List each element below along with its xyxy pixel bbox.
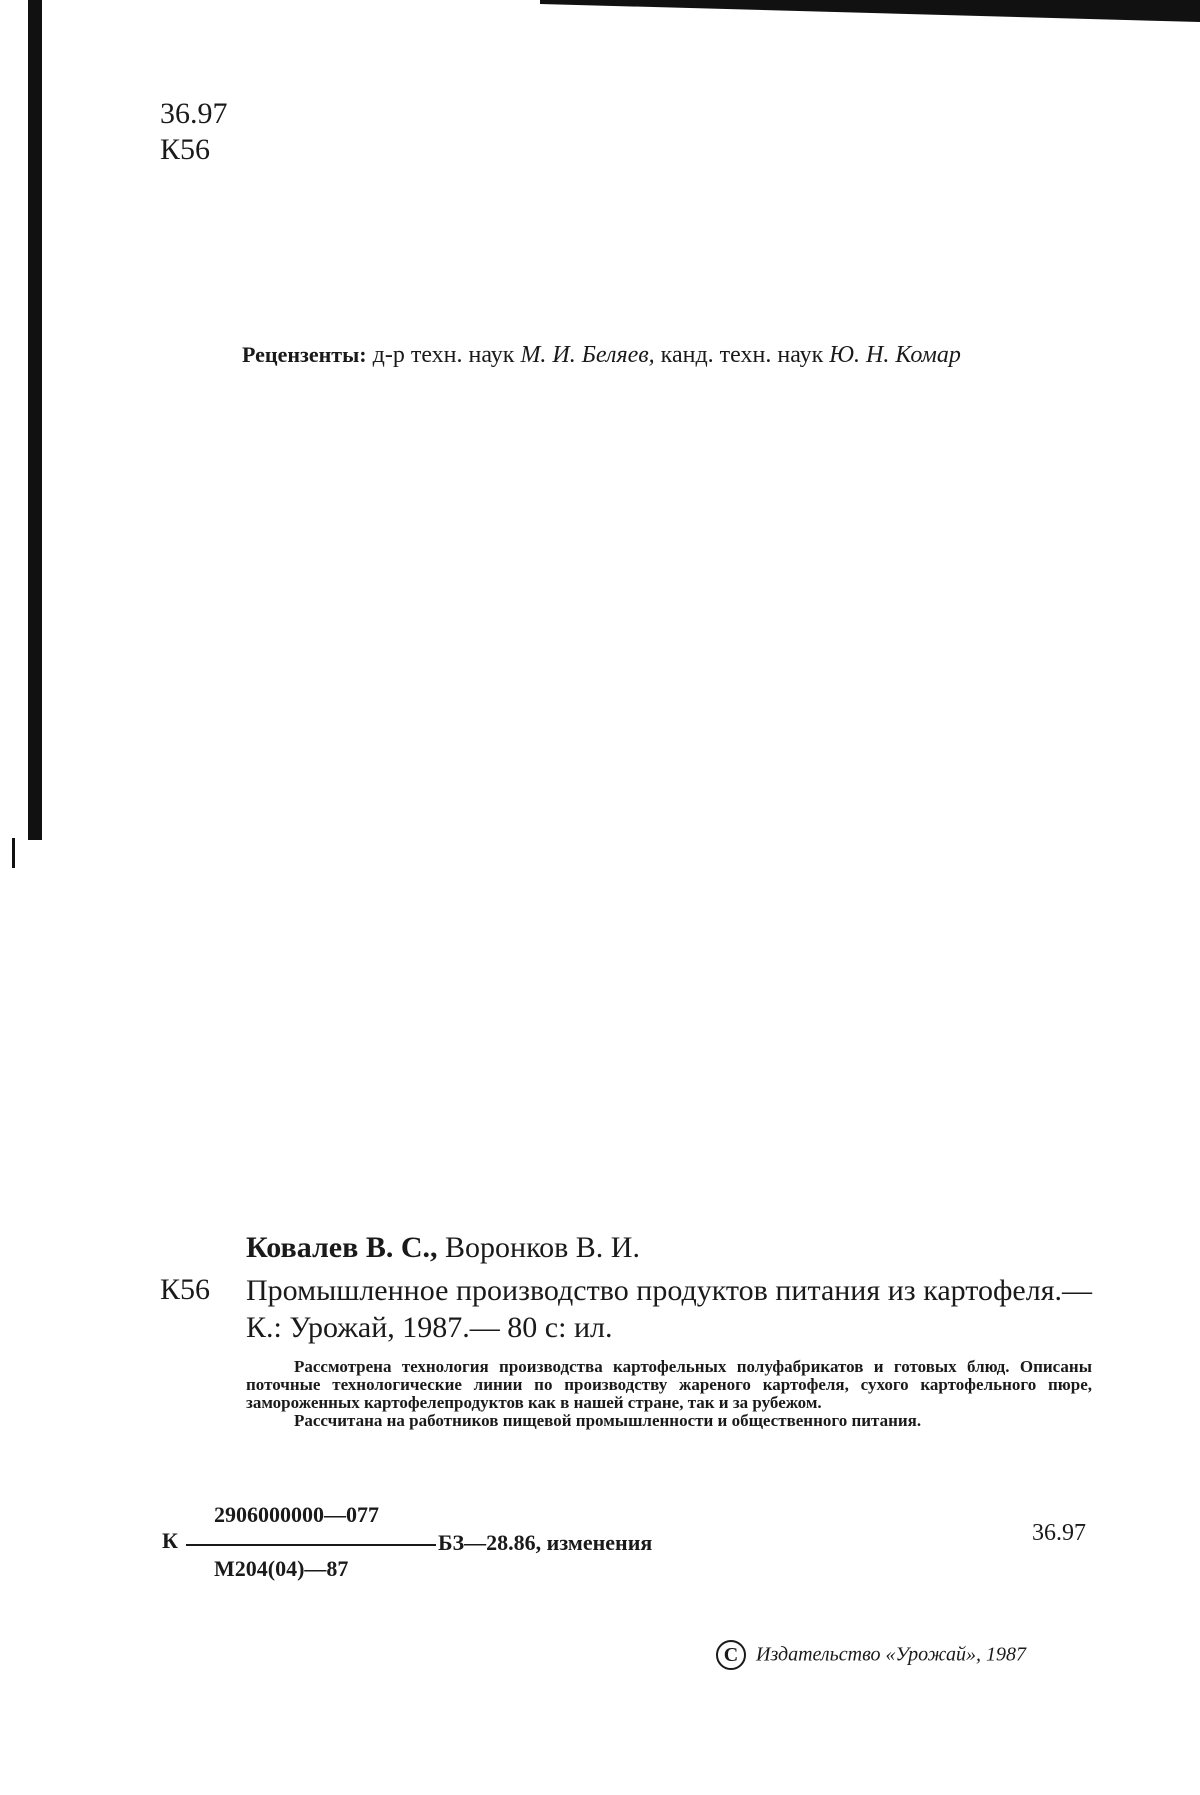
bib-suffix: БЗ—28.86, изменения — [438, 1530, 653, 1555]
abstract-paragraph-2: Рассчитана на работников пищевой промышленности и общественного питания. — [294, 1411, 922, 1430]
copyright-text: Издательство «Урожай», 1987 — [756, 1643, 1026, 1666]
reviewer-2-degree: канд. техн. наук — [660, 342, 824, 368]
abstract-paragraph-1: Рассмотрена технология производства картофельных полуфабрикатов и готовых блюд. Описаны поточные технологические линии по производству жареного картофеля, сухого картофельного пюре, замороженных картофелепродуктов как в нашей стране, так и за рубежом. — [246, 1357, 1092, 1412]
reviewers-label: Рецензенты: — [242, 342, 367, 367]
scan-edge-left — [28, 0, 42, 840]
book-title: Промышленное производство продуктов питания из картофеля.— К.: Урожай, 1987.— 80 с: ил. — [246, 1274, 1092, 1344]
reviewer-2-name: Ю. Н. Комар — [829, 342, 961, 368]
author-2: Воронков В. И. — [445, 1231, 640, 1264]
bib-fraction-line — [186, 1544, 436, 1546]
reviewers-line — [242, 340, 1098, 370]
classification-block — [160, 96, 228, 168]
copyright-icon: С — [716, 1640, 746, 1670]
scan-edge-top — [540, 0, 1200, 22]
bib-numerator: 2906000000—077 — [214, 1502, 379, 1527]
bib-denominator: М204(04)—87 — [214, 1556, 349, 1581]
reviewer-1-name: М. И. Беляев, — [520, 342, 655, 368]
reviewer-1-degree: д-р техн. наук — [372, 342, 515, 368]
bib-prefix: К — [162, 1528, 178, 1553]
author-1: Ковалев В. С., — [246, 1231, 438, 1264]
authors-line — [246, 1230, 640, 1266]
abstract — [246, 1358, 1092, 1430]
bib-class: 36.97 — [1032, 1520, 1086, 1546]
scan-edge-mark — [12, 838, 15, 868]
copyright-line — [716, 1640, 1026, 1670]
classification-code: 36.97 — [160, 97, 228, 130]
book-index: К56 — [160, 1273, 211, 1306]
classification-index: К56 — [160, 133, 211, 166]
